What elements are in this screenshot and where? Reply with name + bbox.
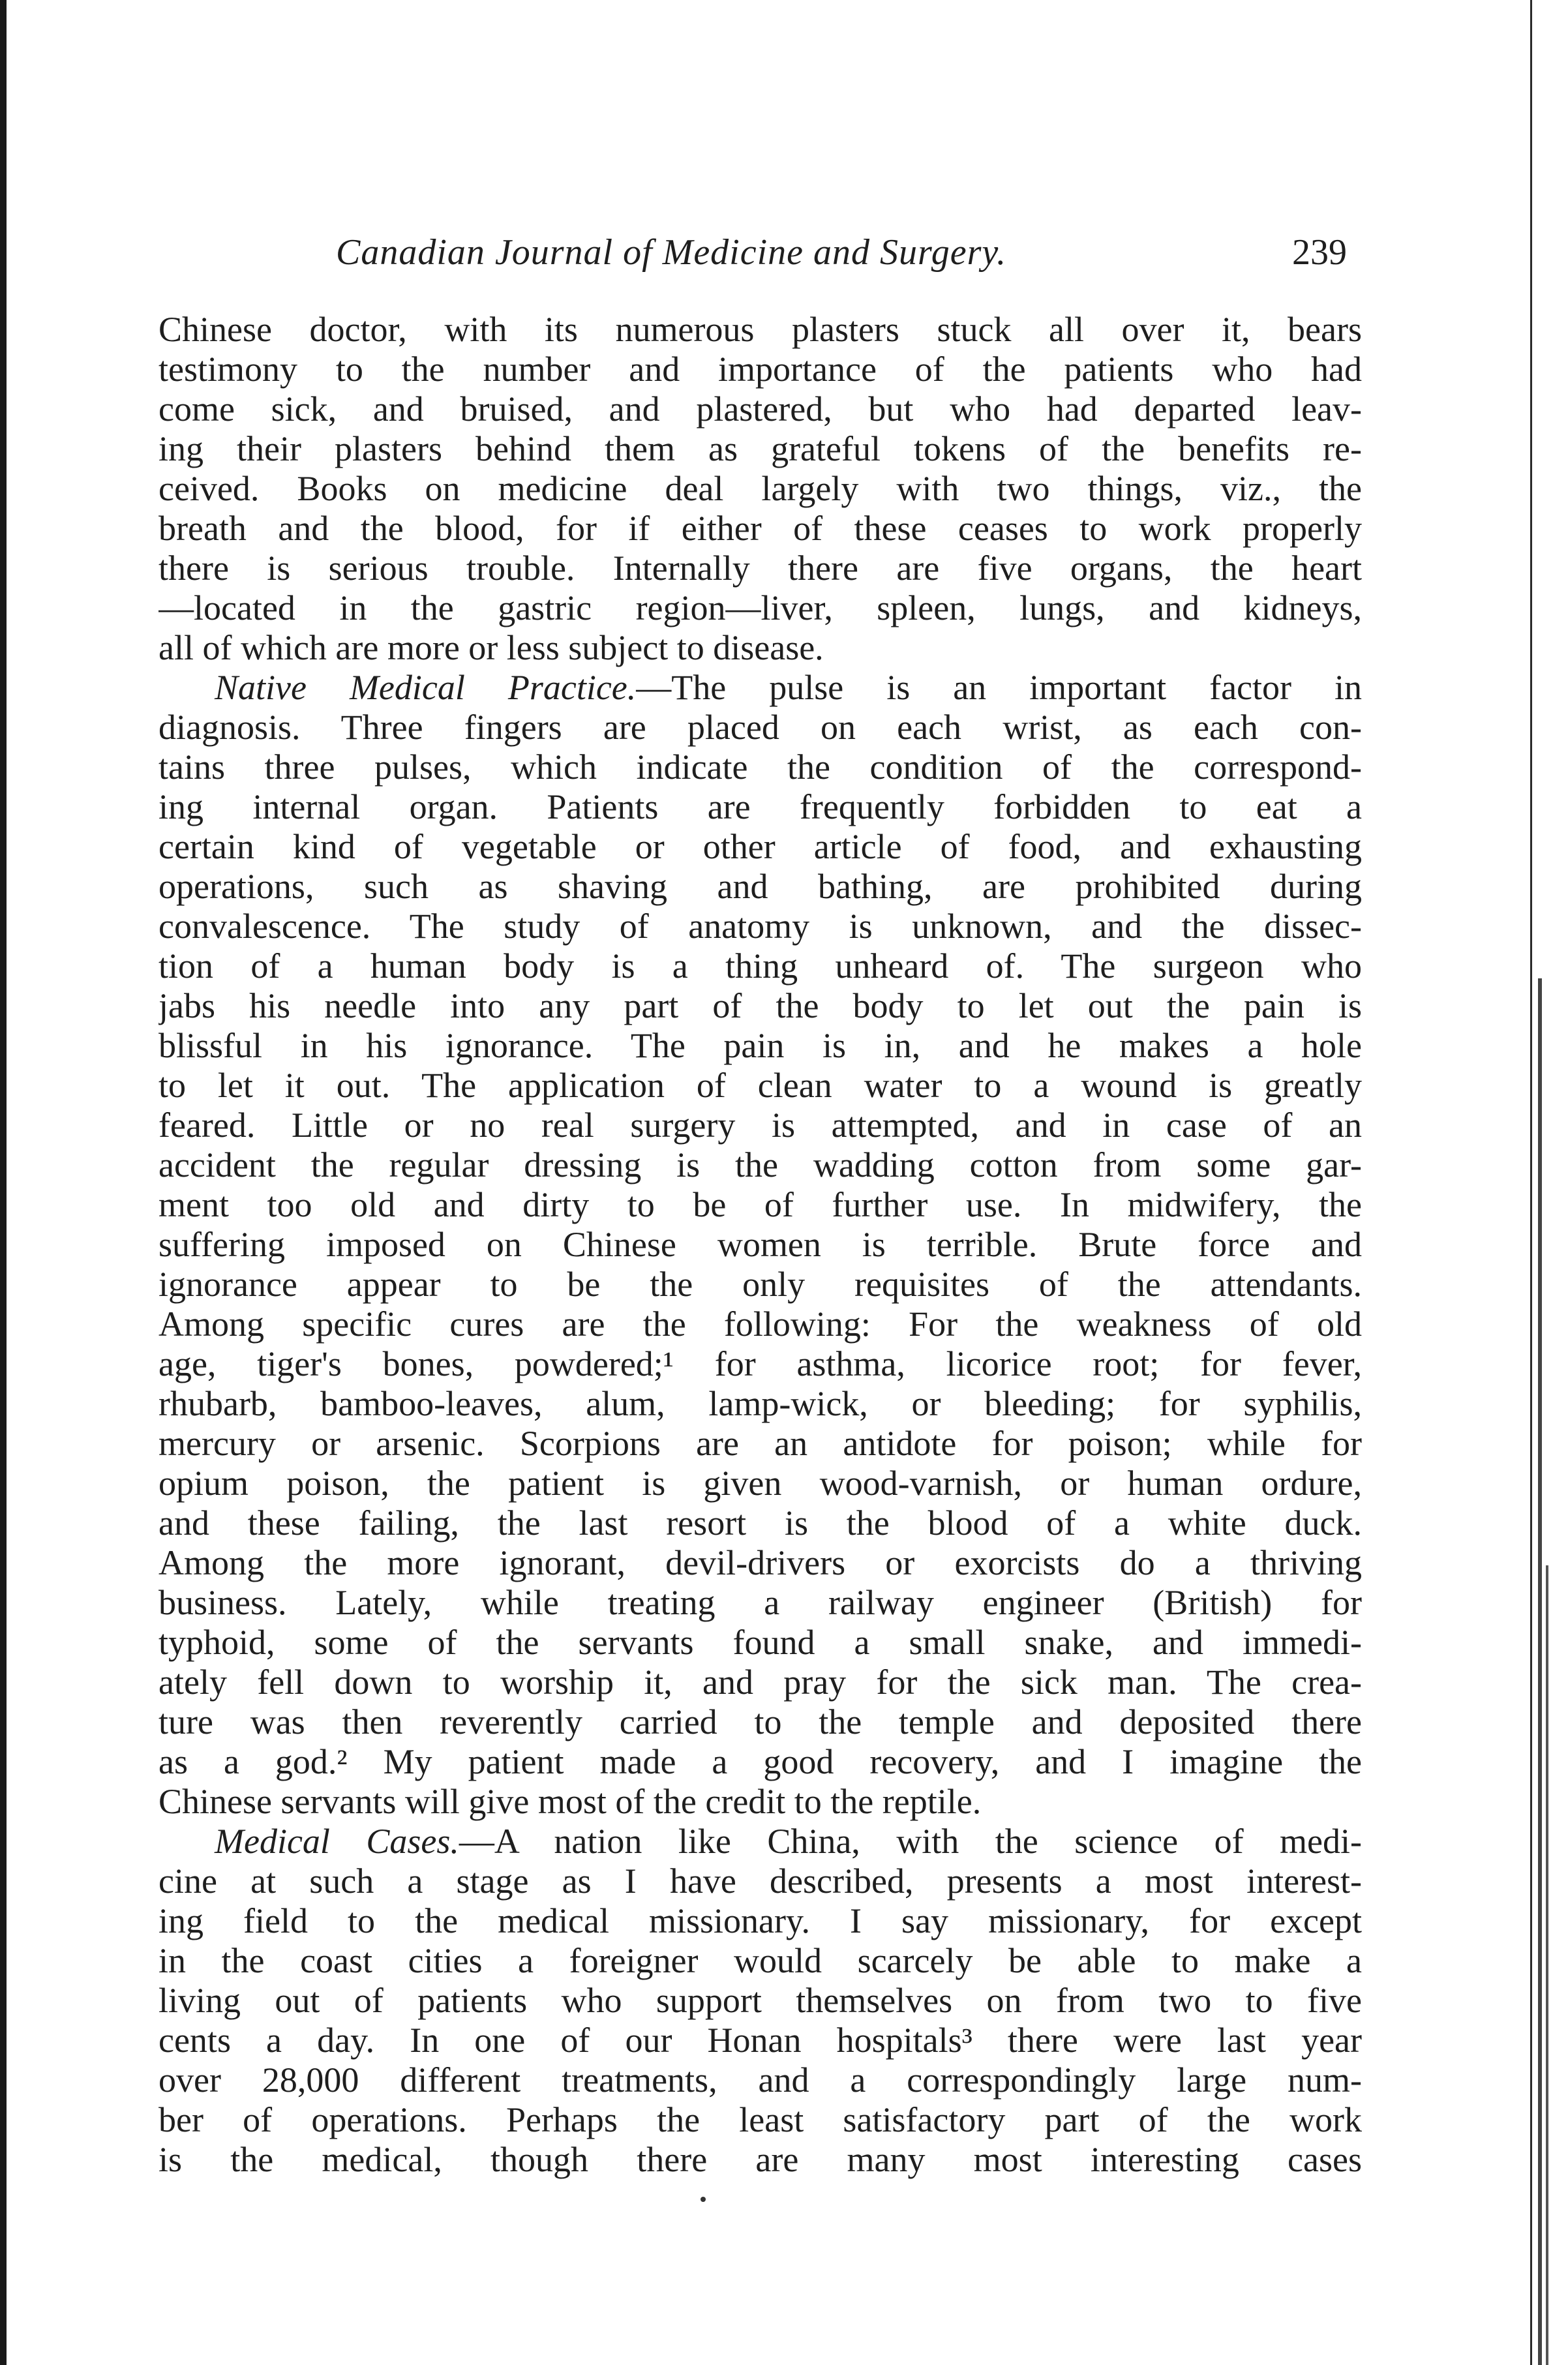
text-line: breath and the blood, for if either of these ceases to work properly xyxy=(158,509,1362,548)
running-title: Canadian Journal of Medicine and Surgery. xyxy=(336,232,1007,273)
text-line: certain kind of vegetable or other article of food, and exhausting xyxy=(158,827,1362,866)
text-line: opium poison, the patient is given wood-varnish, or human ordure, xyxy=(158,1464,1362,1503)
text-line: Among specific cures are the following: For the weakness of old xyxy=(158,1304,1362,1344)
text-line: there is serious trouble. Internally there are five organs, the heart xyxy=(158,549,1362,588)
page-number: 239 xyxy=(1292,232,1347,273)
text-line: Among the more ignorant, devil-drivers or exorcists do a thriving xyxy=(158,1543,1362,1582)
paragraph-internal-organs xyxy=(158,310,1362,668)
body-text xyxy=(158,310,1362,2180)
text-line: —located in the gastric region—liver, spleen, lungs, and kidneys, xyxy=(158,588,1362,627)
text-line: ment too old and dirty to be of further use. In midwifery, the xyxy=(158,1185,1362,1224)
text-line: ceived. Books on medicine deal largely with two things, viz., the xyxy=(158,469,1362,508)
text-line: age, tiger's bones, powdered;¹ for asthma, licorice root; for fever, xyxy=(158,1344,1362,1383)
text-line: and these failing, the last resort is the blood of a white duck. xyxy=(158,1503,1362,1543)
printer-mark-dot xyxy=(701,2197,706,2202)
text-line xyxy=(158,1822,1362,1861)
text-line: living out of patients who support themselves on from two to five xyxy=(158,1981,1362,2020)
text-line: mercury or arsenic. Scorpions are an antidote for poison; while for xyxy=(158,1424,1362,1463)
text-line: cine at such a stage as I have described, presents a most interest- xyxy=(158,1861,1362,1901)
text-line: ately fell down to worship it, and pray for the sick man. The crea- xyxy=(158,1663,1362,1702)
text-line: come sick, and bruised, and plastered, but who had departed leav- xyxy=(158,389,1362,429)
heading-continuation: —The pulse is an important factor in xyxy=(636,668,1362,707)
text-line: jabs his needle into any part of the body to let out the pain is xyxy=(158,986,1362,1025)
text-line xyxy=(158,668,1362,708)
scan-left-border xyxy=(0,0,7,2365)
text-line: operations, such as shaving and bathing, are prohibited during xyxy=(158,867,1362,906)
text-line: to let it out. The application of clean water to a wound is greatly xyxy=(158,1066,1362,1105)
heading-continuation: —A nation like China, with the science of medi- xyxy=(459,1822,1362,1861)
text-line: ture was then reverently carried to the temple and deposited there xyxy=(158,1702,1362,1741)
text-line: suffering imposed on Chinese women is terrible. Brute force and xyxy=(158,1225,1362,1264)
text-line: convalescence. The study of anatomy is unknown, and the dissec- xyxy=(158,907,1362,946)
text-line: diagnosis. Three fingers are placed on each wrist, as each con- xyxy=(158,708,1362,747)
section-heading-medical-cases: Medical Cases. xyxy=(215,1822,459,1861)
page-header xyxy=(160,232,1347,290)
text-line: accident the regular dressing is the wadding cotton from some gar- xyxy=(158,1145,1362,1184)
text-line: is the medical, though there are many most interesting cases xyxy=(158,2140,1362,2179)
text-line: all of which are more or less subject to disease. xyxy=(158,628,824,667)
text-line: over 28,000 different treatments, and a correspondingly large num- xyxy=(158,2060,1362,2100)
text-line: Chinese servants will give most of the credit to the reptile. xyxy=(158,1782,982,1821)
paragraph-medical-cases xyxy=(158,1822,1362,2180)
text-line: feared. Little or no real surgery is attempted, and in case of an xyxy=(158,1106,1362,1145)
scan-right-edge xyxy=(1500,0,1568,2365)
text-line: ignorance appear to be the only requisites of the attendants. xyxy=(158,1265,1362,1304)
text-line: tion of a human body is a thing unheard of. The surgeon who xyxy=(158,946,1362,986)
text-line: ing their plasters behind them as grateful tokens of the benefits re- xyxy=(158,429,1362,468)
text-line: in the coast cities a foreigner would scarcely be able to make a xyxy=(158,1941,1362,1980)
text-line: typhoid, some of the servants found a small snake, and immedi- xyxy=(158,1623,1362,1662)
text-line: as a god.² My patient made a good recovery, and I imagine the xyxy=(158,1742,1362,1781)
text-line: cents a day. In one of our Honan hospitals³ there were last year xyxy=(158,2021,1362,2060)
text-line: ing internal organ. Patients are frequently forbidden to eat a xyxy=(158,787,1362,826)
text-line: tains three pulses, which indicate the condition of the correspond- xyxy=(158,747,1362,787)
text-line: business. Lately, while treating a railway engineer (British) for xyxy=(158,1583,1362,1622)
text-line: blissful in his ignorance. The pain is in, and he makes a hole xyxy=(158,1026,1362,1065)
paragraph-native-medical-practice xyxy=(158,668,1362,1822)
text-line: ing field to the medical missionary. I say missionary, for except xyxy=(158,1901,1362,1940)
text-line: testimony to the number and importance of the patients who had xyxy=(158,350,1362,389)
text-line: rhubarb, bamboo-leaves, alum, lamp-wick, or bleeding; for syphilis, xyxy=(158,1384,1362,1423)
text-line: ber of operations. Perhaps the least satisfactory part of the work xyxy=(158,2100,1362,2139)
section-heading-native-medical-practice: Native Medical Practice. xyxy=(215,668,637,707)
text-line: Chinese doctor, with its numerous plasters stuck all over it, bears xyxy=(158,310,1362,349)
